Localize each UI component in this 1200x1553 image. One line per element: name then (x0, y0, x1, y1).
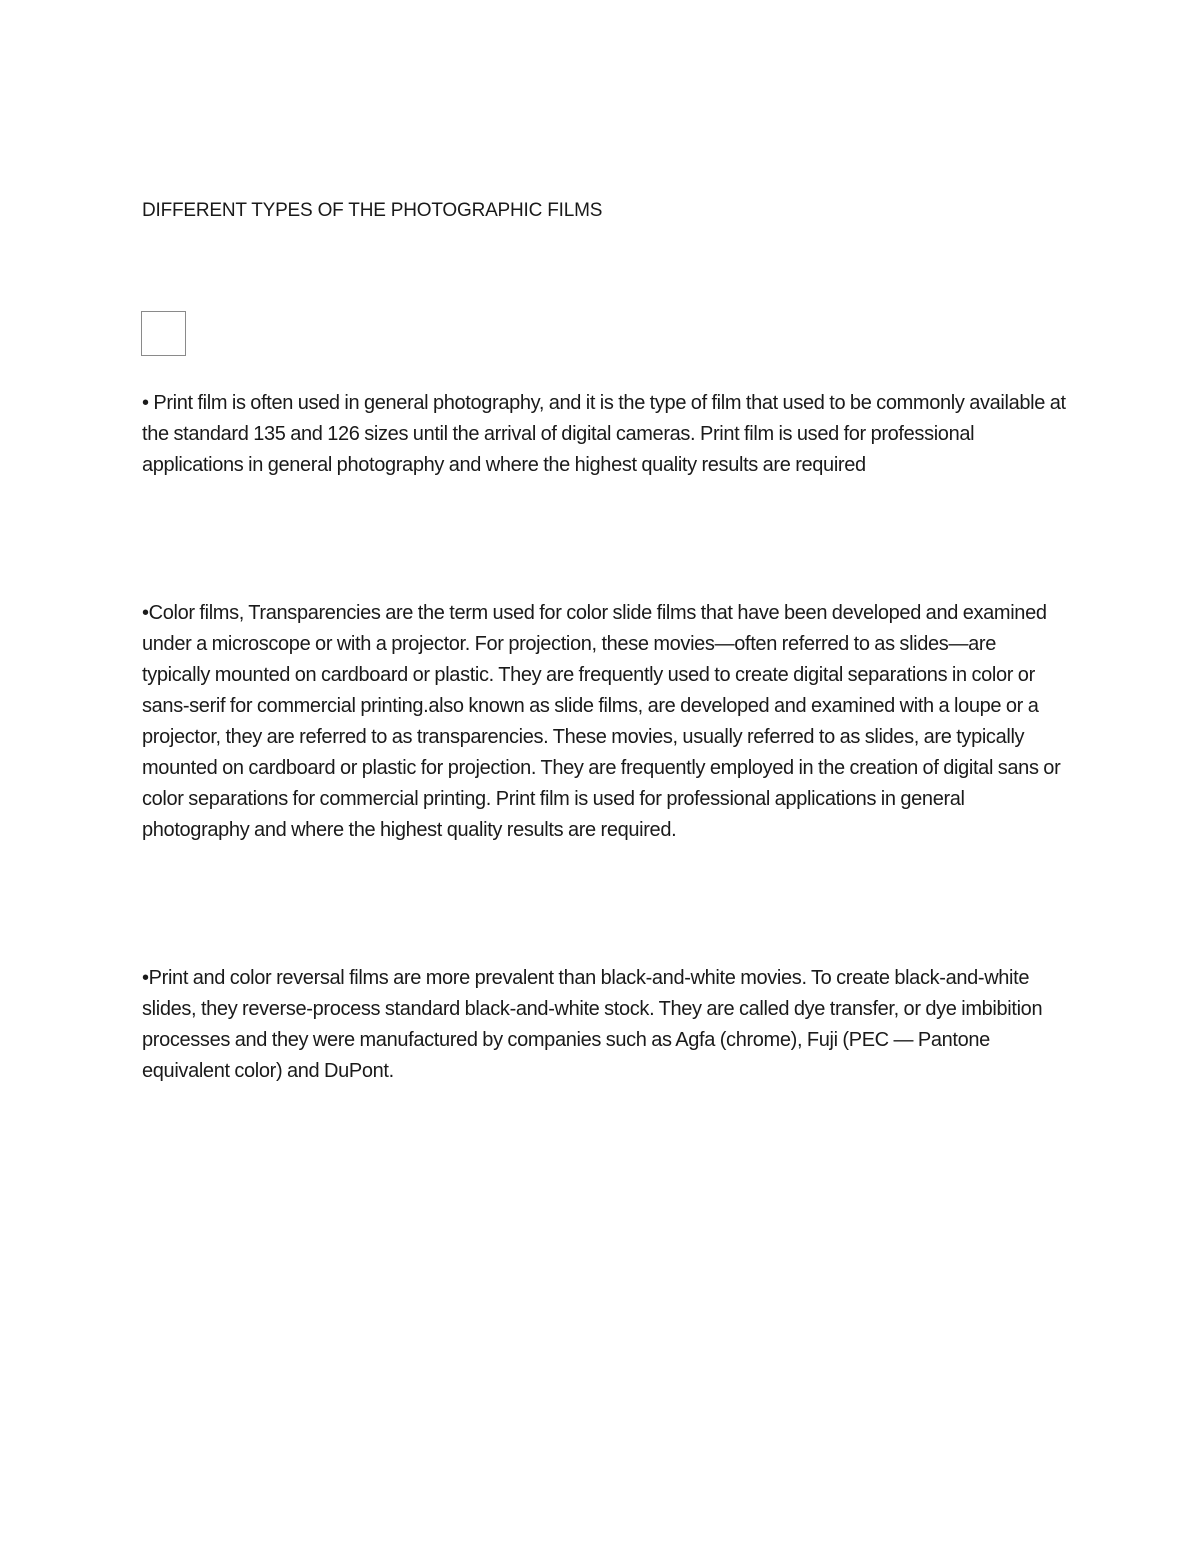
document-title: DIFFERENT TYPES OF THE PHOTOGRAPHIC FILMS (142, 200, 603, 221)
paragraph-reversal-films: •Print and color reversal films are more prevalent than black-and-white movies. To create black-and-white slides, they reverse-process standard black-and-white stock. They are called dye transfer, or dye imbibition processes and they were manufactured by companies such as Agfa (chrome), Fuji (PEC — Pantone equivalent color) and DuPont. (142, 967, 1043, 1082)
paragraph-color-films: •Color films, Transparencies are the term used for color slide films that have been developed and examined under a microscope or with a projector. For projection, these movies—often referred to as slides—are typically mounted on cardboard or plastic. They are frequently used to create digital separations in color or sans-serif for commercial printing.also known as slide films, are developed and examined with a loupe or a projector, they are referred to as transparencies. These movies, usually referred to as slides, are typically mounted on cardboard or plastic for projection. They are frequently employed in the creation of digital sans or color separations for commercial printing. Print film is used for professional applications in general photography and where the highest quality results are required. (142, 602, 1061, 841)
paragraph-print-film: • Print film is often used in general photography, and it is the type of film that used to be commonly available at the standard 135 and 126 sizes until the arrival of digital cameras. Print film is used for professional applications in general photography and where the highest quality results are required (142, 392, 1066, 476)
image-placeholder (141, 311, 186, 356)
